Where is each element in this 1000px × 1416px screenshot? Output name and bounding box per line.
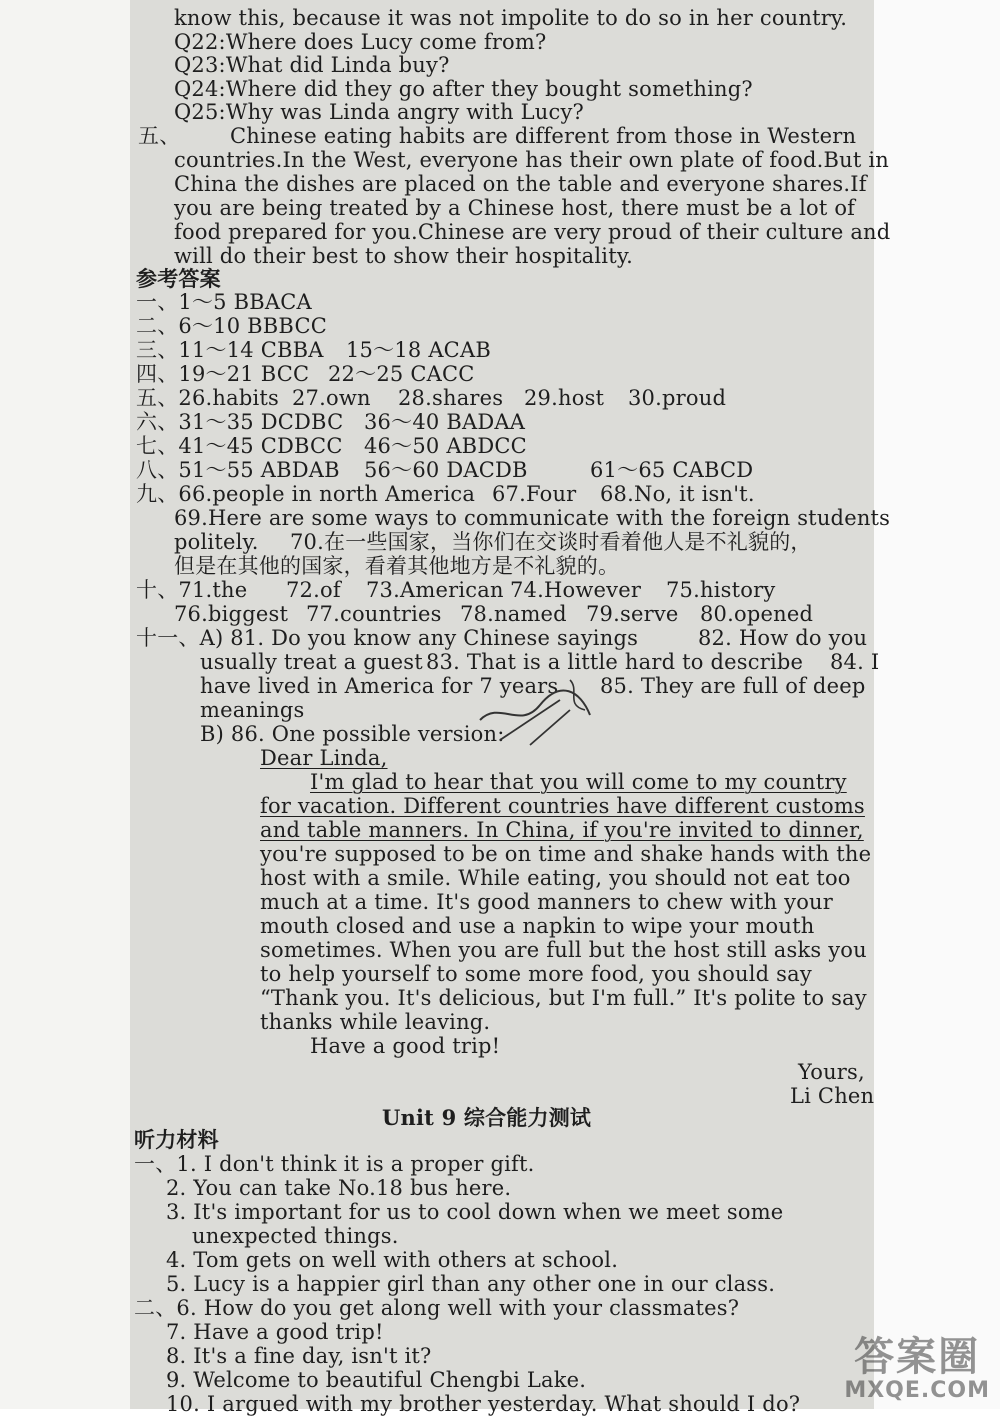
- letter-line: you're supposed to be on time and shake hands with the: [260, 842, 872, 866]
- letter-line: much at a time. It's good manners to chew with your: [260, 890, 834, 914]
- answer-line: 46～50 ABDCC: [364, 434, 527, 458]
- listening-line: 3. It's important for us to cool down when we meet some: [166, 1200, 784, 1224]
- answer-line: 一、1～5 BBACA: [136, 290, 312, 314]
- answer-line: 67.Four: [492, 482, 577, 506]
- answer-line: 73.American: [366, 578, 504, 602]
- scanned-page: [130, 0, 891, 1416]
- listening-line: 10. I argued with my brother yesterday. What should I do?: [166, 1392, 801, 1416]
- listening-line: 4. Tom gets on well with others at school.: [166, 1248, 619, 1272]
- section-label: 五、: [138, 124, 181, 148]
- letter-signature: Li Chen: [790, 1084, 875, 1108]
- answer-line: 72.of: [286, 578, 341, 602]
- unit-heading: Unit 9 综合能力测试: [382, 1105, 592, 1130]
- answer-line: 74.However: [510, 578, 642, 602]
- passage-line: Chinese eating habits are different from those in Western: [230, 124, 857, 148]
- text-line: know this, because it was not impolite to do so in her country.: [174, 6, 848, 30]
- answer-line: 十一、A) 81. Do you know any Chinese sayings: [136, 626, 639, 650]
- watermark: [844, 1335, 990, 1403]
- letter-line: I'm glad to hear that you will come to my country: [310, 770, 847, 794]
- answer-line: 15～18 ACAB: [346, 338, 491, 362]
- listening-line: 二、6. How do you get along well with your classmates?: [134, 1296, 740, 1320]
- watermark-logo: 答案圈: [854, 1334, 981, 1380]
- answer-line: 78.named: [460, 602, 567, 626]
- letter-sign-off: Yours,: [798, 1060, 865, 1084]
- answer-line: 27.own: [292, 386, 371, 410]
- letter-line: sometimes. When you are full but the host still asks you: [260, 938, 867, 962]
- passage-line: will do their best to show their hospitality.: [174, 244, 634, 268]
- listening-line: 2. You can take No.18 bus here.: [166, 1176, 512, 1200]
- listening-line: 8. It's a fine day, isn't it?: [166, 1344, 432, 1368]
- answer-line: 79.serve: [586, 602, 679, 626]
- answer-line: have lived in America for 7 years: [200, 674, 559, 698]
- letter-line: for vacation. Different countries have different customs: [260, 794, 865, 818]
- letter-greeting: Dear Linda,: [260, 746, 388, 770]
- letter-line: thanks while leaving.: [260, 1010, 491, 1034]
- answers-heading: 参考答案: [136, 267, 221, 291]
- answer-line: 61～65 CABCD: [590, 458, 754, 482]
- answer-line: 70.在一些国家，当你们在交谈时看着他人是不礼貌的，: [290, 530, 812, 554]
- right-margin: [874, 0, 1000, 1409]
- answer-line: B) 86. One possible version:: [200, 722, 505, 746]
- answer-line: 三、11～14 CBBA: [136, 338, 324, 362]
- watermark-url: MXQE.COM: [844, 1378, 990, 1403]
- left-margin: [0, 0, 130, 1409]
- listening-line: unexpected things.: [192, 1224, 399, 1248]
- handwritten-scribble: [470, 660, 610, 750]
- answer-line: 四、19～21 BCC: [136, 362, 310, 386]
- listening-line: 一、1. I don't think it is a proper gift.: [134, 1152, 535, 1176]
- answer-line: 22～25 CACC: [328, 362, 475, 386]
- answer-line: 但是在其他的国家，看着其他地方是不礼貌的。: [174, 554, 620, 578]
- answer-line: meanings: [200, 698, 305, 722]
- question-q23: Q23:What did Linda buy?: [174, 53, 450, 77]
- answer-line: 36～40 BADAA: [364, 410, 526, 434]
- answer-line: 84. I: [830, 650, 880, 674]
- answer-line: 九、66.people in north America: [136, 482, 476, 506]
- answer-line: politely.: [174, 530, 259, 554]
- question-q24: Q24:Where did they go after they bought something?: [174, 77, 753, 101]
- passage-line: countries.In the West, everyone has their own plate of food.But in: [174, 148, 889, 172]
- answer-line: 80.opened: [700, 602, 814, 626]
- listening-line: 5. Lucy is a happier girl than any other one in our class.: [166, 1272, 776, 1296]
- answer-line: 82. How do you: [698, 626, 868, 650]
- passage-line: China the dishes are placed on the table and everyone shares.If: [174, 172, 867, 196]
- answer-line: 六、31～35 DCDBC: [136, 410, 344, 434]
- question-q25: Q25:Why was Linda angry with Lucy?: [174, 100, 584, 124]
- listening-line: 9. Welcome to beautiful Chengbi Lake.: [166, 1368, 587, 1392]
- answer-line: 69.Here are some ways to communicate with the foreign students: [174, 506, 891, 530]
- passage-line: food prepared for you.Chinese are very proud of their culture and: [174, 220, 891, 244]
- answer-line: 56～60 DACDB: [364, 458, 528, 482]
- answer-line: 五、26.habits: [136, 386, 280, 410]
- answer-line: 29.host: [524, 386, 605, 410]
- answer-line: 83. That is a little hard to describe: [426, 650, 804, 674]
- letter-line: and table manners. In China, if you're invited to dinner,: [260, 818, 864, 842]
- answer-line: 85. They are full of deep: [600, 674, 866, 698]
- question-q22: Q22:Where does Lucy come from?: [174, 30, 547, 54]
- answer-line: 八、51～55 ABDAB: [136, 458, 340, 482]
- listening-heading: 听力材料: [134, 1128, 219, 1152]
- letter-closing: Have a good trip!: [310, 1034, 501, 1058]
- passage-line: you are being treated by a Chinese host, there must be a lot of: [174, 196, 856, 220]
- answer-line: 七、41～45 CDBCC: [136, 434, 343, 458]
- answer-line: 75.history: [666, 578, 776, 602]
- answer-line: 76.biggest: [174, 602, 289, 626]
- answer-line: 28.shares: [398, 386, 504, 410]
- answer-line: usually treat a guest: [200, 650, 423, 674]
- answer-line: 68.No, it isn't.: [600, 482, 755, 506]
- letter-line: host with a smile. While eating, you should not eat too: [260, 866, 851, 890]
- letter-line: mouth closed and use a napkin to wipe your mouth: [260, 914, 815, 938]
- letter-line: “Thank you. It's delicious, but I'm full.” It's polite to say: [260, 986, 867, 1010]
- answer-line: 30.proud: [628, 386, 727, 410]
- listening-line: 7. Have a good trip!: [166, 1320, 384, 1344]
- letter-line: to help yourself to some more food, you should say: [260, 962, 812, 986]
- answer-line: 十、71.the: [136, 578, 248, 602]
- answer-line: 二、6～10 BBBCC: [136, 314, 327, 338]
- answer-line: 77.countries: [306, 602, 442, 626]
